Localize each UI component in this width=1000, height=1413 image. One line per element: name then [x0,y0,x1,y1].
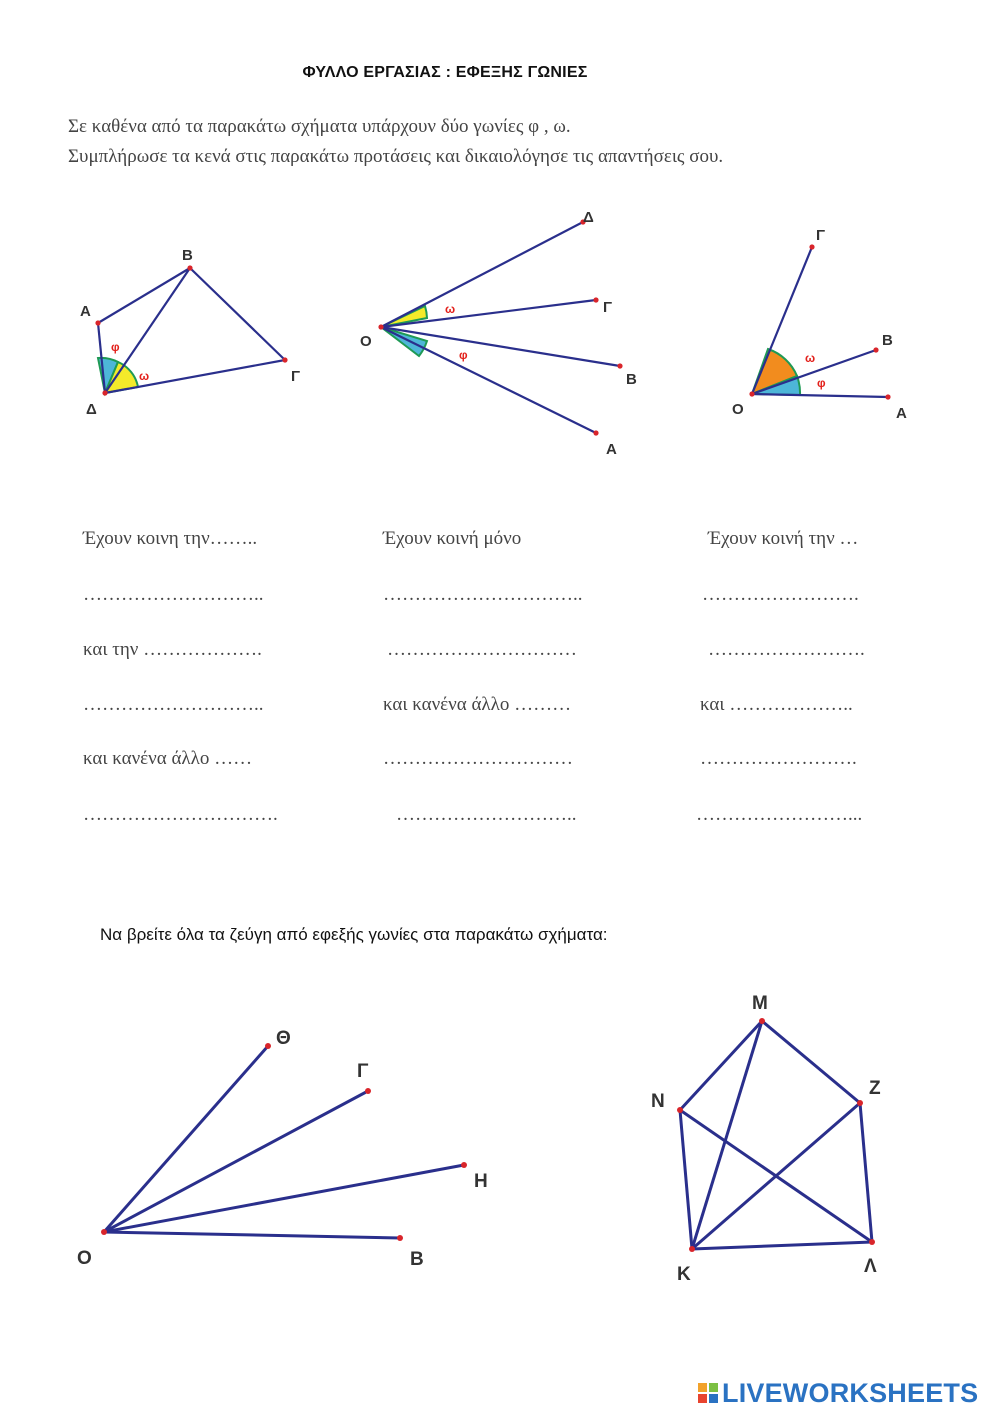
point-o3 [749,391,754,396]
col2-line-1: Έχουν κοινή μόνο [383,528,522,549]
point-a [95,320,100,325]
point-gamma4 [365,1088,371,1094]
label-o4: Ο [77,1248,92,1269]
segment-mk [692,1021,762,1249]
label-o3: Ο [732,401,744,418]
label-omega: ω [139,369,150,383]
segment-zl [860,1103,872,1242]
logo-square-3 [698,1394,707,1403]
figure-quadrilateral [0,0,1000,480]
worksheet-title: ΦΥΛΛΟ ΕΡΓΑΣΙΑΣ : ΕΦΕΞΗΣ ΓΩΝΙΕΣ [302,64,588,81]
label-a: Α [80,303,91,320]
col2-line-5[interactable]: ………………………… [383,748,573,769]
label-phi2: φ [459,348,468,362]
col1-line-2[interactable]: ……………………….. [83,584,264,605]
segment-kl [692,1242,872,1249]
label-m: Μ [752,993,768,1014]
label-omega2: ω [445,302,456,316]
col3-line-2[interactable]: ……………………. [702,584,859,605]
label-d: Δ [86,401,97,418]
label-a2: Α [606,441,617,458]
point-b3 [873,347,878,352]
label-l: Λ [864,1256,877,1277]
point-k [689,1246,695,1252]
logo-text: LIVEWORKSHEETS [722,1377,979,1408]
point-m [759,1018,765,1024]
figure-bottom [0,960,1000,1320]
point-o4 [101,1229,107,1235]
point-d [102,390,107,395]
point-g [282,357,287,362]
point-a3 [885,394,890,399]
point-g2 [593,297,598,302]
point-z [857,1100,863,1106]
point-theta [265,1043,271,1049]
label-omega3: ω [805,351,816,365]
logo-square-1 [698,1383,707,1392]
segment-nk [680,1110,692,1249]
col1-line-3[interactable]: και την ………………. [83,639,262,660]
label-g3: Γ [816,227,826,244]
label-gamma4: Γ [357,1061,369,1082]
label-eta: Η [474,1171,488,1192]
point-l [869,1239,875,1245]
intro-line-1: Σε καθένα από τα παρακάτω σχήματα υπάρχουν δύο γωνίες φ , ω. [68,116,571,137]
point-beta4 [397,1235,403,1241]
col3-line-6[interactable]: ……………………... [696,804,863,825]
col1-line-5[interactable]: και κανένα άλλο …… [83,748,253,769]
label-k: Κ [677,1264,691,1285]
col2-line-3[interactable]: ………………………… [387,639,577,660]
logo-square-2 [709,1383,718,1392]
label-phi: φ [111,340,120,354]
point-a2 [593,430,598,435]
segment-ab [98,268,190,323]
point-b [187,265,192,270]
segment-mz [762,1021,860,1103]
col3-line-3[interactable]: ……………………. [708,639,865,660]
task-instruction: Να βρείτε όλα τα ζεύγη από εφεξής γωνίες στα παρακάτω σχήματα: [100,925,608,944]
segment-bg [190,268,285,360]
ray-od [381,222,583,327]
point-n [677,1107,683,1113]
col1-line-1: Έχουν κοινη την…….. [83,528,258,549]
label-beta4: Β [410,1249,424,1270]
label-b: Β [182,247,193,264]
ray-oa3 [752,394,888,397]
label-phi3: φ [817,376,826,390]
label-theta: Θ [276,1028,291,1049]
point-eta [461,1162,467,1168]
logo-square-4 [709,1394,718,1403]
segment-zk [692,1103,860,1249]
intro-line-2: Συμπλήρωσε τα κενά στις παρακάτω προτάσεις και δικαιολόγησε τις απαντήσεις σου. [68,146,724,167]
col2-line-6[interactable]: ……………………….. [396,804,577,825]
point-g3 [809,244,814,249]
col2-line-2[interactable]: ………………………….. [383,584,583,605]
col3-line-4[interactable]: και ……………….. [700,694,853,715]
liveworksheets-logo[interactable] [698,1376,978,1410]
ray-o-eta [104,1165,464,1232]
label-n: Ν [651,1091,665,1112]
col3-line-5[interactable]: ……………………. [700,748,857,769]
col1-line-4[interactable]: ……………………….. [83,694,264,715]
label-o2: Ο [360,333,372,350]
point-o [378,324,383,329]
col2-line-4[interactable]: και κανένα άλλο ……… [383,694,572,715]
label-z: Ζ [869,1078,881,1099]
ray-o-gamma [104,1091,368,1232]
label-b3: Β [882,332,893,349]
label-d2: Δ [583,209,594,226]
col1-line-6[interactable]: …………………………. [83,804,278,825]
label-g2: Γ [603,299,613,316]
logo-icon [698,1383,718,1403]
ray-o-theta [104,1046,268,1232]
ray-oa [381,327,596,433]
label-b2: Β [626,371,637,388]
label-g: Γ [291,368,301,385]
point-b2 [617,363,622,368]
ray-o-beta [104,1232,400,1238]
label-a3: Α [896,405,907,422]
col3-line-1: Έχουν κοινή την … [708,528,859,549]
